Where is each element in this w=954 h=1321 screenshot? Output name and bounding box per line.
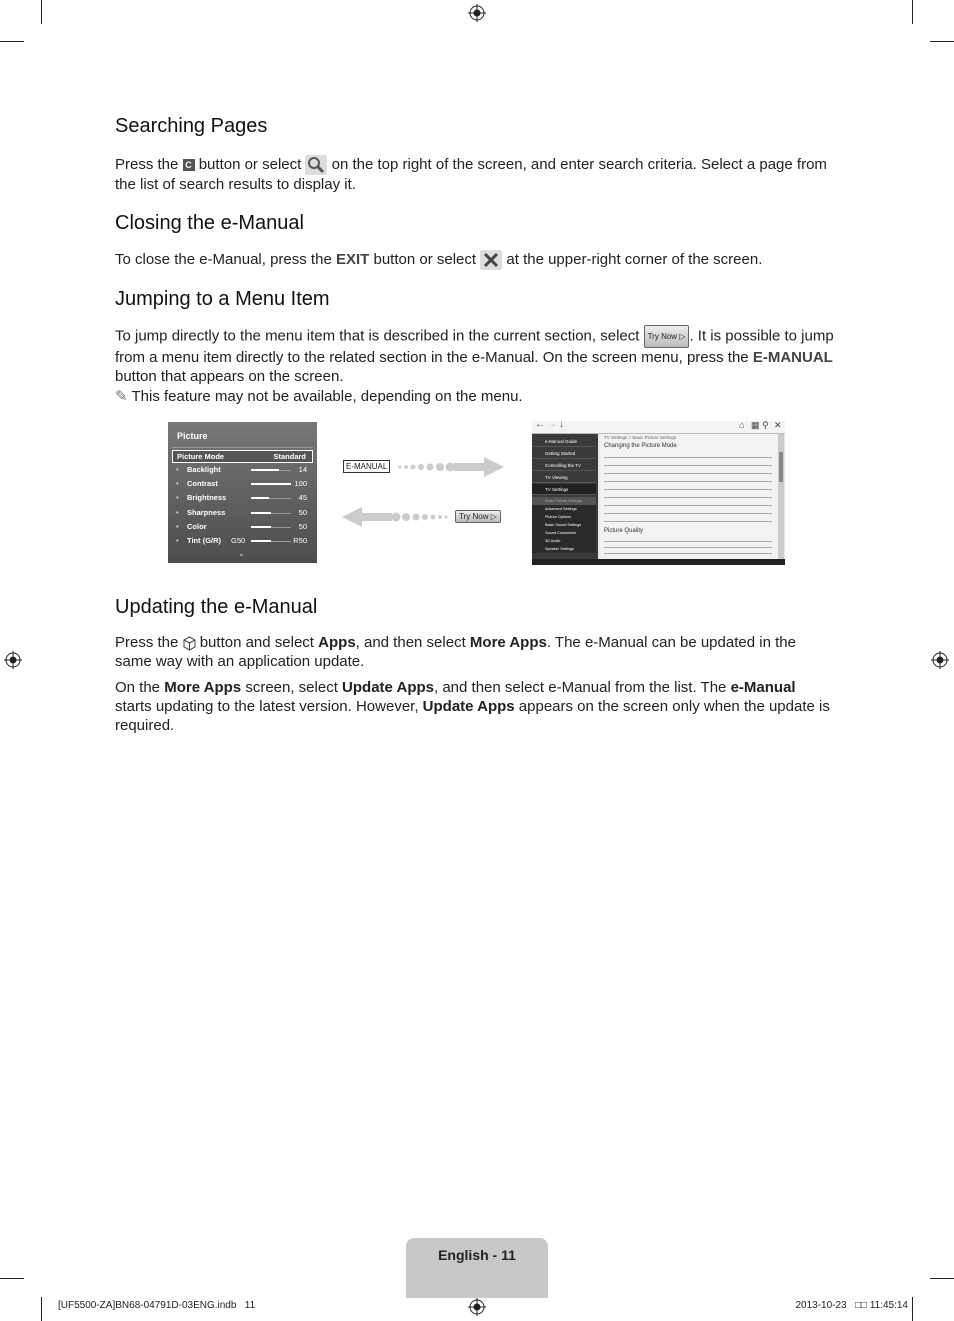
- subnav-item: Picture Options: [532, 513, 596, 521]
- registration-mark-icon: [468, 4, 486, 22]
- section-title-closing: Closing the e-Manual: [115, 212, 304, 234]
- registration-mark-icon: [468, 1298, 486, 1316]
- picture-setting-row: [176, 521, 309, 534]
- setting-slider-fill: [251, 483, 291, 485]
- crop-mark: [912, 1297, 913, 1321]
- section-title-searching: Searching Pages: [115, 115, 268, 137]
- content-subheading: Picture Quality: [604, 528, 644, 534]
- smart-hub-icon: [183, 636, 196, 651]
- pencil-icon: ✎: [115, 388, 128, 405]
- play-icon: ▷: [679, 332, 686, 341]
- subnav-item: 3D Audio: [532, 537, 596, 545]
- setting-label: Tint (G/R): [187, 536, 222, 545]
- arrow-left-icon: [342, 507, 450, 527]
- crop-mark: [41, 1297, 42, 1321]
- breadcrumb: TV Settings > Basic Picture Settings: [604, 435, 677, 440]
- setting-label: Color: [187, 521, 207, 531]
- emanual-screen: [532, 421, 785, 565]
- nav-item: Getting Started: [532, 448, 596, 459]
- subnav-item: Sound Customizer: [532, 529, 596, 537]
- home-icon: ⌂: [739, 421, 745, 430]
- picture-mode-row: Picture Mode Standard: [172, 450, 313, 463]
- setting-value: 100: [294, 479, 307, 489]
- setting-slider-fill: [251, 526, 271, 528]
- subnav-item: Basic Picture Settings: [532, 497, 596, 505]
- registration-mark-icon: [4, 651, 22, 669]
- bullet: •: [176, 521, 179, 531]
- chevron-down-icon: ⌄: [238, 549, 245, 558]
- picture-setting-row: [176, 507, 309, 520]
- picture-menu-divider: [172, 447, 313, 448]
- nav-item: e-Manual Guide: [532, 436, 596, 447]
- down-icon: ↓: [559, 421, 564, 430]
- emanual-status-bar: [532, 559, 785, 565]
- scrollbar: [778, 434, 784, 559]
- forward-icon: →: [547, 421, 557, 430]
- picture-menu-panel: [168, 422, 317, 563]
- search-icon: ⚲: [762, 421, 769, 430]
- picture-menu-title: Picture: [177, 431, 208, 441]
- bullet: •: [176, 507, 179, 517]
- bullet: •: [176, 493, 179, 503]
- picture-setting-row: [176, 535, 309, 548]
- try-now-button-diagram: Try Now ▷: [455, 510, 501, 523]
- section-title-jumping: Jumping to a Menu Item: [115, 288, 330, 310]
- bullet: •: [176, 465, 179, 474]
- subnav-item: Speaker Settings: [532, 545, 596, 553]
- bullet: •: [176, 479, 179, 489]
- jumping-paragraph: To jump directly to the menu item that is described in the current section, select Try Now ▷ . It is possible to jump from a menu item directly to the related section in the e-Manual. On the screen menu, press the E-MANUAL button that appears on the screen.: [115, 325, 835, 386]
- c-button-icon: C: [183, 159, 195, 171]
- setting-label: Brightness: [187, 493, 227, 503]
- closing-paragraph: To close the e-Manual, press the EXIT button or select at the upper-right corner of the screen.: [115, 250, 835, 270]
- picture-setting-row: [176, 492, 309, 505]
- setting-value: 50: [298, 521, 307, 531]
- emanual-button: E-MANUAL: [343, 460, 390, 473]
- content-text-lines: [604, 454, 772, 529]
- footer-file: [UF5500-ZA]BN68-04791D-03ENG.indb 11: [58, 1300, 256, 1311]
- index-icon: ▦: [751, 421, 760, 430]
- page-number-tab: [406, 1238, 548, 1298]
- emanual-toolbar: [532, 421, 785, 434]
- updating-paragraph-1: Press the button and select Apps, and then select More Apps. The e-Manual can be updated in the same way with an application update.: [115, 634, 796, 670]
- setting-value: 45: [298, 493, 307, 503]
- page-number: English - 11: [438, 1247, 516, 1263]
- nav-item: TV Settings: [532, 484, 596, 495]
- back-icon: ←: [535, 421, 545, 430]
- setting-slider-fill: [251, 540, 271, 542]
- setting-slider-fill: [251, 469, 279, 471]
- updating-paragraph-2: On the More Apps screen, select Update Apps, and then select e-Manual from the list. The e-Manual starts updating to the latest version. However, Update Apps appears on the screen only when the update is required.: [115, 679, 830, 734]
- setting-left-value: G50: [231, 536, 246, 545]
- setting-slider-fill: [251, 512, 271, 514]
- setting-label: Sharpness: [187, 507, 226, 517]
- setting-label: Contrast: [187, 479, 218, 489]
- picture-setting-row: [176, 464, 309, 477]
- subnav-item: Advanced Settings: [532, 505, 596, 513]
- setting-value: 50: [298, 507, 307, 517]
- play-icon: ▷: [490, 512, 497, 521]
- close-icon: ✕: [774, 421, 782, 430]
- crop-mark: [0, 1278, 24, 1279]
- arrow-right-icon: [396, 457, 504, 477]
- crop-mark: [0, 41, 24, 42]
- crop-mark: [930, 1278, 954, 1279]
- scrollbar-thumb: [779, 452, 783, 482]
- section-title-updating: Updating the e-Manual: [115, 596, 318, 618]
- setting-slider-fill: [251, 497, 269, 499]
- setting-label: Backlight: [187, 465, 221, 474]
- crop-mark: [912, 0, 913, 24]
- searching-paragraph: Press the C button or select on the top right of the screen, and enter search criteria. Select a page from the list of search results to display it.: [115, 156, 827, 194]
- nav-item: Controlling the TV: [532, 460, 596, 471]
- setting-value: 14: [298, 465, 307, 474]
- note: ✎ This feature may not be available, depending on the menu.: [115, 388, 523, 405]
- registration-mark-icon: [931, 651, 949, 669]
- try-now-button: Try Now ▷: [644, 325, 690, 348]
- nav-item: TV Viewing: [532, 472, 596, 483]
- setting-value: R50: [293, 536, 307, 545]
- emanual-sidebar: [532, 434, 598, 565]
- crop-mark: [930, 41, 954, 42]
- emanual-content: [600, 434, 778, 559]
- bullet: •: [176, 536, 179, 545]
- search-icon: [305, 155, 327, 175]
- content-heading: Changing the Picture Mode: [604, 443, 677, 449]
- close-icon: [480, 250, 502, 270]
- subnav-item: Basic Sound Settings: [532, 521, 596, 529]
- content-text-lines: [604, 538, 772, 556]
- crop-mark: [41, 0, 42, 24]
- footer-date: 2013-10-23 □□ 11:45:14: [795, 1300, 908, 1311]
- picture-setting-row: [176, 478, 309, 491]
